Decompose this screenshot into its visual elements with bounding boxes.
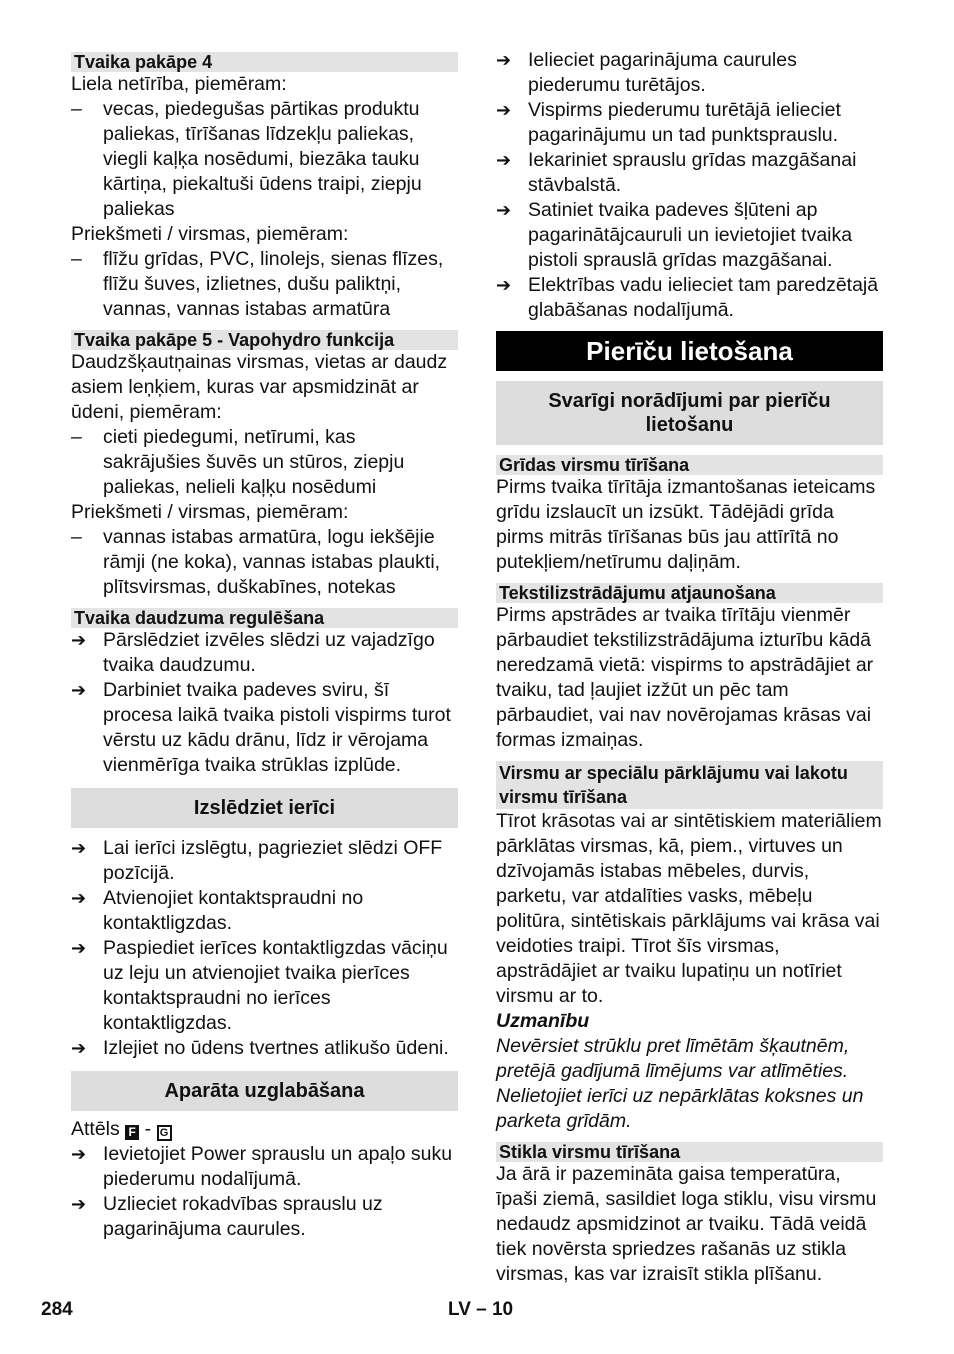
arrow-list-item — [496, 148, 883, 198]
heading-glass-cleaning: Stikla virsmu tīrīšana — [496, 1142, 883, 1162]
heading-coated-surfaces: Virsmu ar speciālu pārklājumu vai lakotu virsmu tīrīšana — [496, 761, 883, 809]
heading-textile-refresh: Tekstilizstrādājumu atjaunošana — [496, 583, 883, 603]
chapter-title: Pierīču lietošana — [496, 331, 883, 371]
arrow-list-item — [496, 273, 883, 323]
arrow-list-item — [71, 1142, 458, 1192]
arrow-icon: ➔ — [71, 888, 87, 908]
arrow-icon: ➔ — [71, 1194, 87, 1214]
arrow-icon: ➔ — [71, 630, 87, 650]
heading-turn-off: Izslēdziet ierīci — [71, 788, 458, 828]
heading-floor-cleaning: Grīdas virsmu tīrīšana — [496, 455, 883, 475]
paragraph: Liela netīrība, piemēram: — [71, 73, 287, 95]
figure-separator: - — [144, 1118, 152, 1140]
arrow-icon: ➔ — [496, 150, 512, 170]
arrow-list-item — [496, 48, 883, 98]
dash-marker: – — [71, 98, 82, 120]
caution-label: Uzmanību — [496, 1010, 590, 1032]
list-text: vecas, piedegušas pārtikas produktu paliekas, tīrīšanas līdzekļu paliekas, viegli kaļķa nosēdumi, biezāka tauku kārtiņa, piekaltuši ūdens traipi, ziepju paliekas — [103, 98, 422, 220]
paragraph: Ja ārā ir pazemināta gaisa temperatūra, īpaši ziemā, sasildiet loga stiklu, visu virsmu nedaudz apsmidzinot ar tvaiku. Tādā veidā tiek novērsta spriedzes rašanās uz stikla virsmas, kas var izraisīt stikla plīšanu. — [496, 1163, 877, 1285]
list-text: Pārslēdziet izvēles slēdzi uz vajadzīgo tvaika daudzumu. — [103, 629, 435, 676]
figure-label: Attēls — [71, 1118, 120, 1140]
dash-list-item — [71, 525, 458, 600]
arrow-list-item — [496, 98, 883, 148]
figure-g-icon: G — [157, 1125, 172, 1141]
dash-marker: – — [71, 248, 82, 270]
list-text: Elektrības vadu ielieciet tam paredzētajā glabāšanas nodalījumā. — [528, 274, 879, 321]
arrow-icon: ➔ — [71, 938, 87, 958]
list-text: Atvienojiet kontaktspraudni no kontaktligzdas. — [103, 887, 364, 934]
heading-steam-level-4: Tvaika pakāpe 4 — [71, 52, 458, 72]
arrow-icon: ➔ — [496, 100, 512, 120]
arrow-list-item — [71, 1192, 458, 1242]
dash-marker: – — [71, 426, 82, 448]
arrow-icon: ➔ — [496, 50, 512, 70]
heading-steam-amount: Tvaika daudzuma regulēšana — [71, 608, 458, 628]
arrow-list-item — [71, 936, 458, 1036]
arrow-list-item — [71, 678, 458, 778]
list-text: Uzlieciet rokadvības sprauslu uz pagarinājuma caurules. — [103, 1193, 383, 1240]
heading-steam-level-5: Tvaika pakāpe 5 - Vapohydro funkcija — [71, 330, 458, 350]
heading-storage: Aparāta uzglabāšana — [71, 1071, 458, 1111]
dash-list-item — [71, 97, 458, 222]
list-text: vannas istabas armatūra, logu iekšējie rāmji (ne koka), vannas istabas plaukti, plītsvirsmas, duškabīnes, notekas — [103, 526, 441, 598]
figure-reference — [71, 1117, 458, 1142]
list-text: Ievietojiet Power sprauslu un apaļo suku piederumu nodalījumā. — [103, 1143, 453, 1190]
left-column — [71, 48, 458, 1242]
arrow-icon: ➔ — [71, 1038, 87, 1058]
list-text: Vispirms piederumu turētājā ielieciet pagarinājumu un tad punktsprauslu. — [528, 99, 841, 146]
page-number: 284 — [41, 1299, 73, 1320]
list-text: Iekariniet sprauslu grīdas mazgāšanai stāvbalstā. — [528, 149, 857, 196]
list-text: Satiniet tvaika padeves šļūteni ap pagarinātājcauruli un ievietojiet tvaika pistoli sprauslā grīdas mazgāšanai. — [528, 199, 853, 271]
dash-list-item — [71, 247, 458, 322]
list-text: Izlejiet no ūdens tvertnes atlikušo ūdeni. — [103, 1037, 449, 1059]
paragraph: Priekšmeti / virsmas, piemēram: — [71, 501, 349, 523]
page-language-section: LV – 10 — [448, 1299, 514, 1320]
list-text: Paspiediet ierīces kontaktligzdas vāciņu uz leju un atvienojiet tvaika pierīces kontaktspraudni no ierīces kontaktligzdas. — [103, 937, 448, 1034]
paragraph: Priekšmeti / virsmas, piemēram: — [71, 223, 349, 245]
list-text: Ielieciet pagarinājuma caurules piederumu turētājos. — [528, 49, 797, 96]
arrow-icon: ➔ — [71, 1144, 87, 1164]
paragraph: Pirms tvaika tīrītāja izmantošanas ieteicams grīdu izslaucīt un izsūkt. Tādējādi grīda pirms mitrās tīrīšanas būs jau attīrītā no putekļiem/netīrumu daļiņām. — [496, 476, 876, 573]
caution-text: Nevērsiet strūklu pret līmētām šķautnēm, pretējā gadījumā līmējums var atlīmēties. Nelietojiet ierīci uz nepārklātas koksnes un parketa grīdām. — [496, 1035, 864, 1132]
arrow-icon: ➔ — [496, 200, 512, 220]
arrow-list-item — [71, 836, 458, 886]
paragraph: Tīrot krāsotas vai ar sintētiskiem materiāliem pārklātas virsmas, kā, piem., virtuves un dzīvojamās istabas mēbeles, durvis, parketu, var atdalīties vasks, mēbeļu politūra, sintētiskais pārklājums vai krāsa vai veidoties traipi. Tīrot šīs virsmas, apstrādājiet ar tvaiku lupatiņu un notīriet virsmu ar to. — [496, 810, 882, 1007]
figure-f-icon: F — [125, 1125, 139, 1140]
list-text: cieti piedegumi, netīrumi, kas sakrājušies šuvēs un stūros, ziepju paliekas, nelieli kaļķu nosēdumi — [103, 426, 405, 498]
list-text: Lai ierīci izslēgtu, pagrieziet slēdzi OFF pozīcijā. — [103, 837, 443, 884]
arrow-list-item — [71, 1036, 458, 1061]
arrow-icon: ➔ — [71, 680, 87, 700]
heading-important-notes: Svarīgi norādījumi par pierīču lietošanu — [496, 381, 883, 445]
paragraph: Daudzšķautņainas virsmas, vietas ar daudz asiem leņķiem, kuras var apsmidzināt ar ūdeni, piemēram: — [71, 351, 448, 423]
arrow-list-item — [71, 628, 458, 678]
list-text: flīžu grīdas, PVC, linolejs, sienas flīzes, flīžu šuves, izlietnes, dušu paliktņi, vannas, vannas istabas armatūra — [103, 248, 444, 320]
dash-list-item — [71, 425, 458, 500]
list-text: Darbiniet tvaika padeves sviru, šī procesa laikā tvaika pistoli vispirms turot vērstu uz kādu drānu, līdz ir vērojama vienmērīga tvaika strūklas izplūde. — [103, 679, 451, 776]
dash-marker: – — [71, 526, 82, 548]
arrow-icon: ➔ — [71, 838, 87, 858]
arrow-list-item — [71, 886, 458, 936]
right-column — [496, 48, 883, 1287]
arrow-list-item — [496, 198, 883, 273]
paragraph: Pirms apstrādes ar tvaika tīrītāju vienmēr pārbaudiet tekstilizstrādājuma izturību kādā neredzamā vietā: vispirms to apstrādājiet ar tvaiku, tad ļaujiet izžūt un pēc tam pārbaudiet, vai nav novērojamas krāsas vai formas izmaiņas. — [496, 604, 874, 751]
arrow-icon: ➔ — [496, 275, 512, 295]
